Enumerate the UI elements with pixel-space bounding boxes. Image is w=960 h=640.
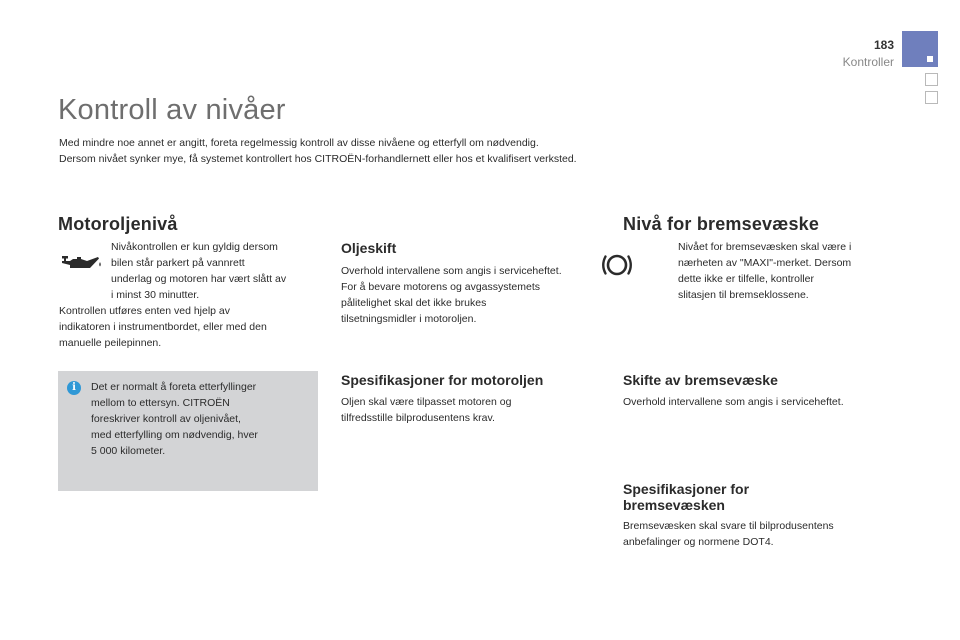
intro-text (59, 136, 859, 167)
section-name: Kontroller (842, 55, 894, 69)
text-line: manuelle peilepinnen. (59, 337, 162, 349)
page-title: Kontroll av nivåer (58, 94, 286, 126)
text-line: nærheten av "MAXI"-merket. Dersom (678, 257, 852, 269)
oil-spec-text (341, 394, 611, 426)
brake-fluid-text (678, 239, 898, 303)
text-line: anbefalinger og normene DOT4. (623, 536, 774, 548)
chapter-tab-marker (927, 56, 933, 62)
brake-change-text (623, 394, 903, 410)
engine-oil-heading: Motoroljenivå (58, 214, 178, 234)
text-line: Nivået for bremsevæsken skal være i (678, 241, 852, 253)
chapter-tab[interactable] (925, 73, 938, 86)
text-line: i minst 30 minutter. (111, 289, 200, 301)
text-line: indikatoren i instrumentbordet, eller med den (59, 321, 267, 333)
brake-warning-icon (598, 252, 636, 278)
text-line: slitasjen til bremseklossene. (678, 289, 809, 301)
text-line: mellom to ettersyn. CITROËN (91, 397, 230, 409)
text-line: tilsetningsmidler i motoroljen. (341, 313, 477, 325)
brake-spec-text (623, 518, 903, 550)
text-line: med etterfylling om nødvendig, hver (91, 429, 258, 441)
brake-change-heading: Skifte av bremsevæske (623, 372, 778, 388)
text-line: Overhold intervallene som angis i serviceheftet. (623, 396, 844, 408)
text-line: Nivåkontrollen er kun gyldig dersom (111, 241, 278, 253)
oil-change-text (341, 263, 611, 327)
chapter-tab[interactable] (925, 91, 938, 104)
brake-fluid-heading: Nivå for bremsevæske (623, 214, 820, 234)
text-line: underlag og motoren har vært slått av (111, 273, 287, 285)
oil-change-heading: Oljeskift (341, 240, 397, 256)
text-line: tilfredsstille bilprodusentens krav. (341, 412, 495, 424)
heading-line: bremsevæsken (623, 497, 725, 513)
text-line: For å bevare motorens og avgassystemets (341, 281, 541, 293)
info-icon: i (67, 381, 81, 395)
text-line: Overhold intervallene som angis i serviceheftet. (341, 265, 562, 277)
engine-oil-body (59, 303, 321, 351)
text-line: Oljen skal være tilpasset motoren og (341, 396, 512, 408)
oil-can-icon (60, 253, 104, 275)
text-line: foreskriver kontroll av oljenivået, (91, 413, 241, 425)
text-line: Kontrollen utføres enten ved hjelp av (59, 305, 231, 317)
oil-spec-heading: Spesifikasjoner for motoroljen (341, 372, 544, 388)
text-line: bilen står parkert på vannrett (111, 257, 245, 269)
engine-oil-condition (111, 239, 323, 303)
heading-line: Spesifikasjoner for (623, 481, 750, 497)
brake-spec-heading (623, 481, 883, 513)
text-line: pålitelighet skal det ikke brukes (341, 297, 487, 309)
intro-line: Dersom nivået synker mye, få systemet kontrollert hos CITROËN-forhandlernett eller hos et kvalifisert verksted. (59, 152, 577, 165)
info-text (91, 379, 313, 459)
intro-line: Med mindre noe annet er angitt, foreta regelmessig kontroll av disse nivåene og etterfyll om nødvendig. (59, 137, 539, 149)
text-line: dette ikke er tilfelle, kontroller (678, 273, 814, 285)
text-line: Det er normalt å foreta etterfyllinger (91, 381, 257, 393)
page-number: 183 (873, 38, 894, 52)
text-line: Bremsevæsken skal svare til bilprodusentens (623, 520, 834, 532)
text-line: 5 000 kilometer. (91, 445, 166, 457)
